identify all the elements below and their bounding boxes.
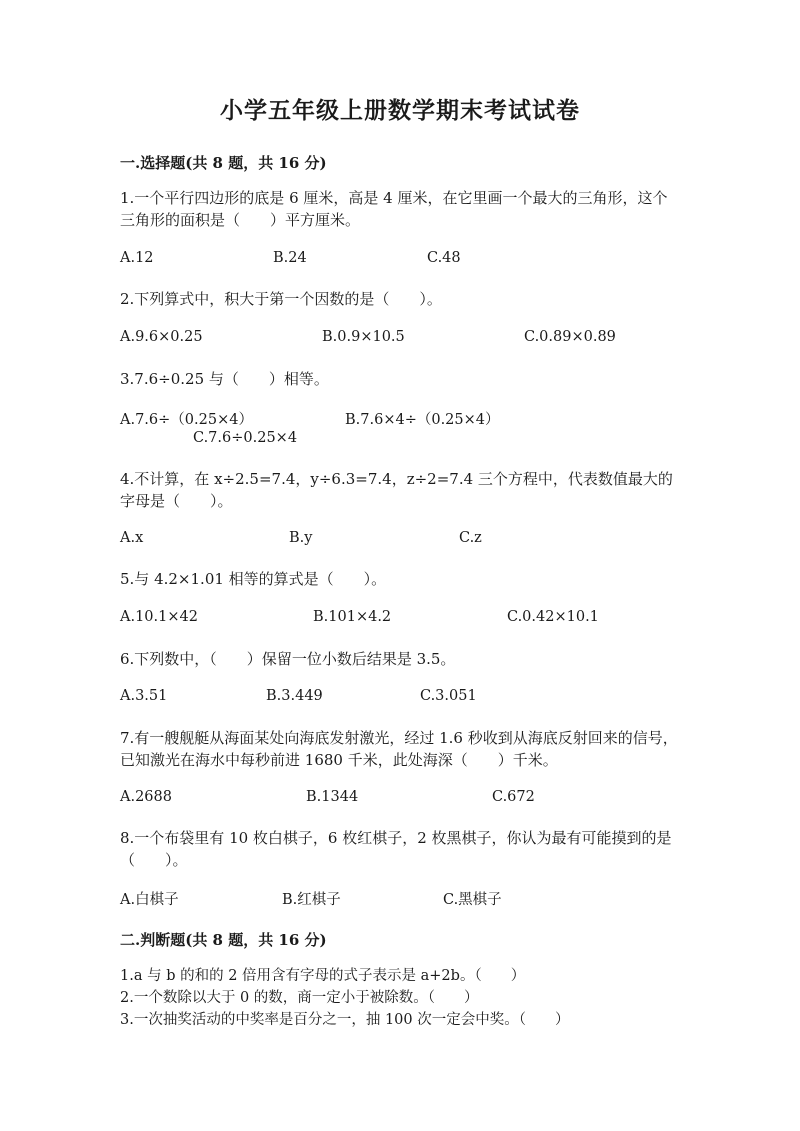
option-6a: A.3.51: [120, 688, 168, 704]
page-title: 小学五年级上册数学期末考试试卷: [220, 97, 580, 124]
judgment-2: 2.一个数除以大于 0 的数，商一定小于被除数。（ ）: [120, 990, 479, 1006]
option-7c: C.672: [492, 789, 535, 805]
question-8: 8.一个布袋里有 10 枚白棋子，6 枚红棋子，2 枚黑棋子，你认为最有可能摸到的是（ ）。: [120, 829, 672, 869]
option-7a: A.2688: [120, 789, 172, 805]
option-7b: B.1344: [306, 789, 359, 805]
option-8a: A.白棋子: [120, 892, 179, 908]
section-heading-judgment: 二.判断题(共 8 题，共 16 分): [120, 931, 327, 949]
option-8c: C.黑棋子: [443, 892, 502, 908]
option-2b: B.0.9×10.5: [322, 329, 405, 345]
question-1: 1.一个平行四边形的底是 6 厘米，高是 4 厘米，在它里画一个最大的三角形，这个三角形的面积是（ ）平方厘米。: [120, 189, 668, 229]
question-5: 5.与 4.2×1.01 相等的算式是（ ）。: [120, 570, 387, 588]
option-6c: C.3.051: [420, 688, 477, 704]
option-2a: A.9.6×0.25: [120, 329, 203, 345]
option-1a: A.12: [120, 250, 154, 266]
option-4c: C.z: [459, 530, 482, 546]
option-6b: B.3.449: [266, 688, 323, 704]
question-2: 2.下列算式中，积大于第一个因数的是（ ）。: [120, 290, 442, 308]
option-5a: A.10.1×42: [120, 609, 198, 625]
option-1c: C.48: [427, 250, 461, 266]
option-3c: C.7.6÷0.25×4: [193, 430, 298, 446]
question-6: 6.下列数中，（ ）保留一位小数后结果是 3.5。: [120, 650, 456, 668]
option-3b: B.7.6×4÷（0.25×4）: [345, 412, 500, 428]
option-4b: B.y: [289, 530, 313, 546]
option-2c: C.0.89×0.89: [524, 329, 616, 345]
option-1b: B.24: [273, 250, 307, 266]
option-5c: C.0.42×10.1: [507, 609, 599, 625]
question-7: 7.有一艘舰艇从海面某处向海底发射激光，经过 1.6 秒收到从海底反射回来的信号，已知激光在海水中每秒前进 1680 千米，此处海深（ ）千米。: [120, 729, 678, 769]
option-8b: B.红棋子: [282, 892, 341, 908]
section-heading-choice: 一.选择题(共 8 题，共 16 分): [120, 154, 327, 172]
option-5b: B.101×4.2: [313, 609, 392, 625]
option-3a: A.7.6÷（0.25×4）: [120, 412, 253, 428]
question-4: 4.不计算，在 x÷2.5=7.4，y÷6.3=7.4，z÷2=7.4 三个方程中，代表数值最大的字母是（ ）。: [120, 470, 673, 510]
question-3: 3.7.6÷0.25 与（ ）相等。: [120, 370, 329, 388]
option-4a: A.x: [120, 530, 144, 546]
judgment-1: 1.a 与 b 的和的 2 倍用含有字母的式子表示是 a+2b。（ ）: [120, 968, 526, 984]
judgment-3: 3.一次抽奖活动的中奖率是百分之一，抽 100 次一定会中奖。（ ）: [120, 1012, 570, 1028]
